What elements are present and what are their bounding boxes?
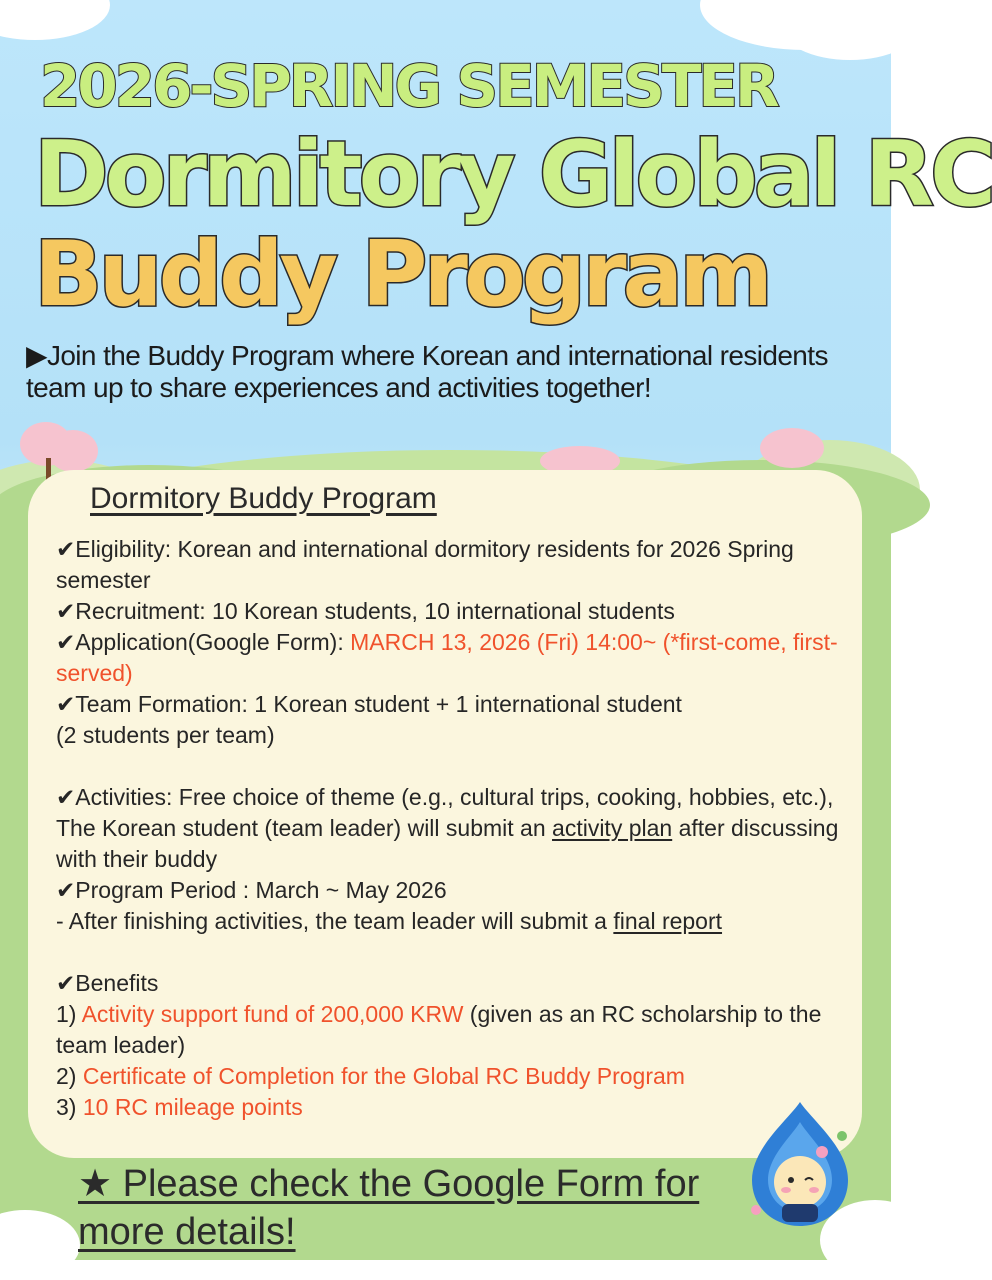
application-line: ✔Application(Google Form): MARCH 13, 2026 (Fri) 14:00~ (*first-come, first-served) xyxy=(56,629,838,686)
play-marker-icon: ▶ xyxy=(26,340,47,371)
report-line: - After finishing activities, the team leader will submit a final report xyxy=(56,908,723,934)
team-formation-note: (2 students per team) xyxy=(56,722,275,748)
intro-paragraph xyxy=(26,340,876,404)
eligibility-line: ✔Eligibility: Korean and international dormitory residents for 2026 Spring semester xyxy=(56,536,794,593)
benefit-2: 2) Certificate of Completion for the Global RC Buddy Program xyxy=(56,1063,685,1089)
team-formation-line: ✔Team Formation: 1 Korean student + 1 international student xyxy=(56,691,682,717)
recruitment-line: ✔Recruitment: 10 Korean students, 10 international students xyxy=(56,598,675,624)
check-icon: ✔ xyxy=(56,877,76,903)
check-icon: ✔ xyxy=(56,629,76,655)
check-icon: ✔ xyxy=(56,598,76,624)
mascot-illustration xyxy=(738,1098,862,1230)
activities-line: ✔Activities: Free choice of theme (e.g., cultural trips, cooking, hobbies, etc.), The Korean student (team leader) will submit an activity plan after discussing with their buddy xyxy=(56,784,839,872)
check-icon: ✔ xyxy=(56,970,76,996)
title-line-1: Dormitory Global RC xyxy=(34,122,992,227)
check-icon: ✔ xyxy=(56,536,76,562)
tree-blossom-left-2 xyxy=(48,430,98,472)
intro-text: Join the Buddy Program where Korean and international residents team up to share experiences and activities together! xyxy=(26,340,828,403)
card-body xyxy=(56,534,856,1123)
benefit-3: 3) 10 RC mileage points xyxy=(56,1094,303,1120)
check-icon: ✔ xyxy=(56,691,76,717)
benefits-title: ✔Benefits xyxy=(56,970,159,996)
final-report-link: final report xyxy=(613,908,723,934)
semester-heading: 2026-SPRING SEMESTER xyxy=(40,52,777,120)
period-line: ✔Program Period : March ~ May 2026 xyxy=(56,877,447,903)
activity-plan-link: activity plan xyxy=(552,815,673,841)
benefit-1: 1) Activity support fund of 200,000 KRW (given as an RC scholarship to the team leader) xyxy=(56,1001,822,1058)
footer-note: ★ Please check the Google Form for more details! xyxy=(78,1163,700,1253)
check-icon: ✔ xyxy=(56,784,76,810)
tree-blossom-right xyxy=(760,428,824,468)
title-line-2: Buddy Program xyxy=(34,222,770,327)
card-title: Dormitory Buddy Program xyxy=(90,482,437,515)
application-date: MARCH 13, 2026 (Fri) 14:00~ (*first-come, first-served) xyxy=(56,629,838,686)
